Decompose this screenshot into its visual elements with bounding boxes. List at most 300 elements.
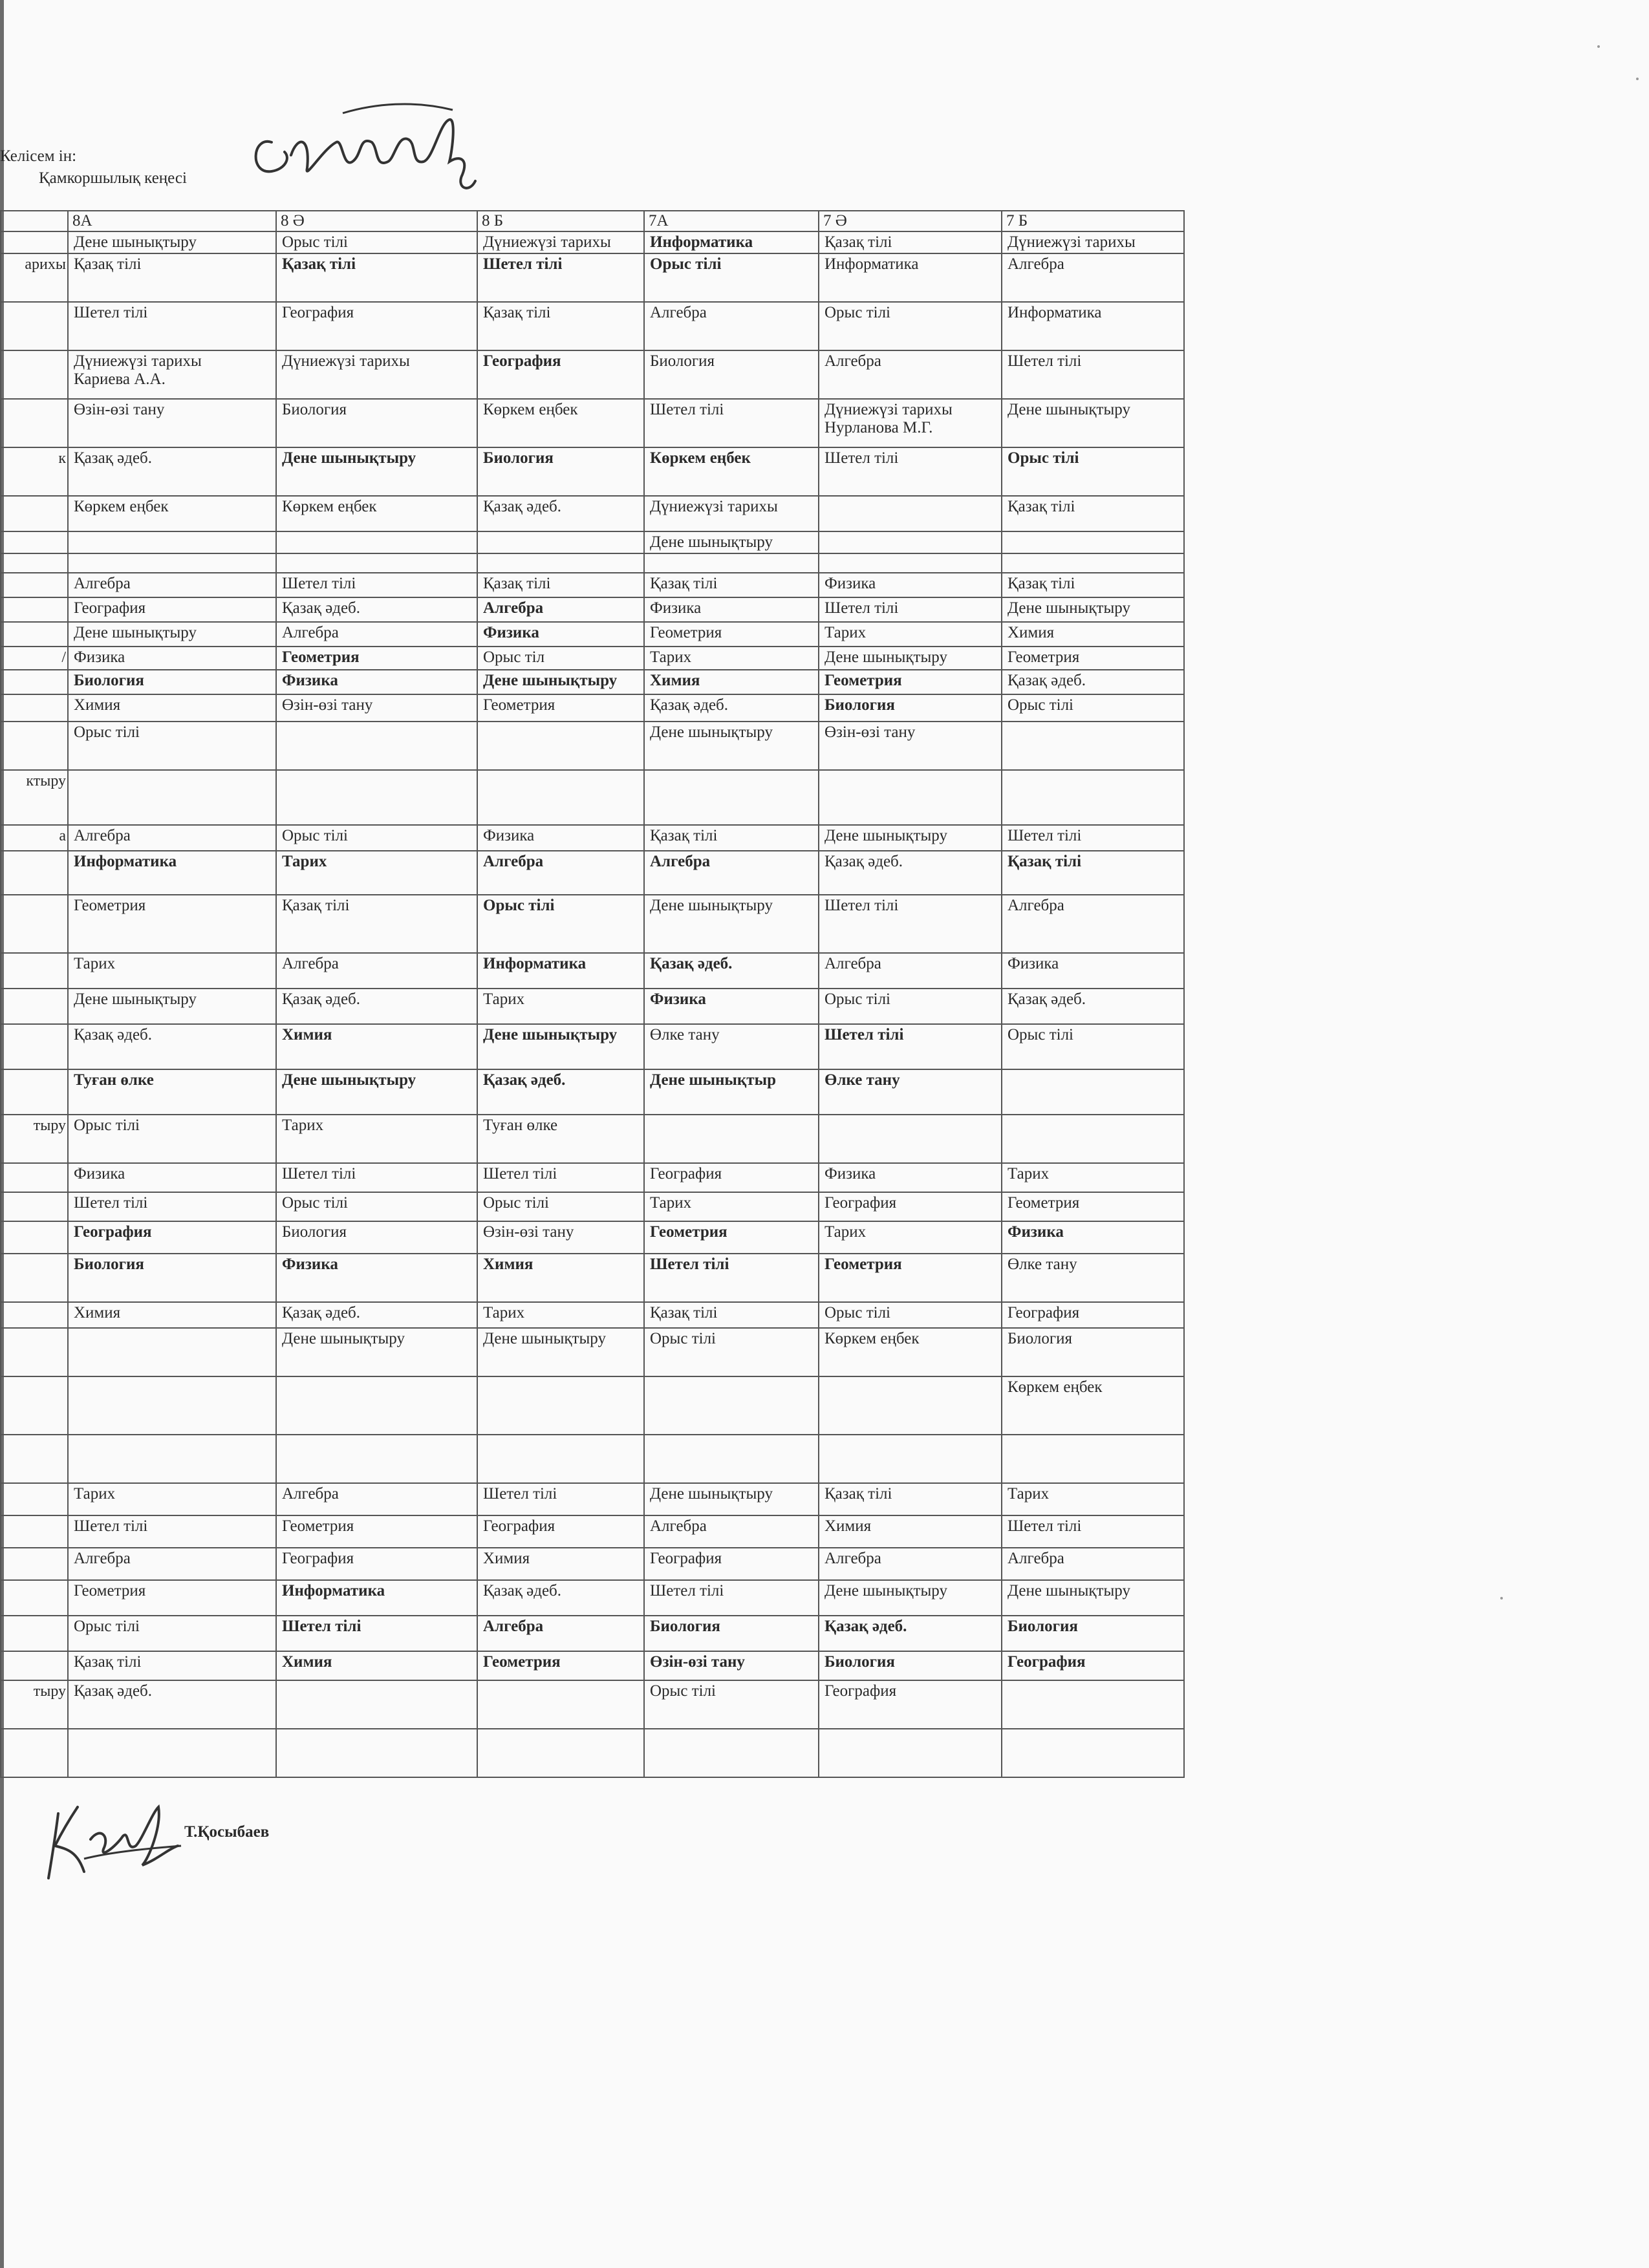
row-left-fragment — [1, 1069, 68, 1115]
table-cell: Қазақ тілі — [644, 573, 819, 597]
row-left-fragment — [1, 1221, 68, 1254]
table-row — [1, 1024, 1184, 1069]
table-row — [1, 770, 1184, 825]
table-row — [1, 1435, 1184, 1483]
table-row — [1, 399, 1184, 447]
table-cell: Өзін-өзі тану — [644, 1651, 819, 1680]
table-cell: Қазақ әдеб. — [644, 694, 819, 722]
table-cell: География — [68, 597, 276, 622]
table-cell: Химия — [477, 1548, 644, 1580]
column-header-blank — [1, 211, 68, 231]
table-cell: Өлке тану — [1002, 1254, 1184, 1302]
table-cell: Дене шынықтыру — [68, 231, 276, 253]
table-cell: Орыс тілі — [644, 1680, 819, 1729]
table-row — [1, 1376, 1184, 1435]
table-cell: Шетел тілі — [819, 895, 1002, 953]
row-left-fragment — [1, 989, 68, 1024]
table-cell — [1002, 553, 1184, 573]
table-cell: Алгебра — [477, 851, 644, 895]
table-cell: Қазақ әдеб. — [276, 1302, 477, 1328]
table-cell — [68, 770, 276, 825]
table-cell — [644, 553, 819, 573]
column-header: 7 Ә — [819, 211, 1002, 231]
row-left-fragment — [1, 851, 68, 895]
table-cell: Биология — [68, 1254, 276, 1302]
table-cell: Биология — [644, 1616, 819, 1651]
table-row — [1, 694, 1184, 722]
table-cell: Физика — [477, 825, 644, 851]
table-cell: Қазақ тілі — [68, 1651, 276, 1680]
table-cell: Шетел тілі — [819, 597, 1002, 622]
row-left-fragment — [1, 1483, 68, 1515]
table-cell: Орыс тілі — [1002, 447, 1184, 496]
table-row — [1, 1548, 1184, 1580]
table-cell: Физика — [68, 647, 276, 670]
table-cell — [276, 1729, 477, 1777]
table-cell: Дене шынықтыру — [68, 622, 276, 647]
table-cell: Геометрия — [68, 895, 276, 953]
table-cell: Химия — [276, 1024, 477, 1069]
table-cell: Шетел тілі — [68, 302, 276, 350]
row-left-fragment — [1, 531, 68, 553]
table-cell: Орыс тілі — [68, 722, 276, 770]
table-row — [1, 1680, 1184, 1729]
table-cell: Шетел тілі — [1002, 350, 1184, 399]
table-cell: Алгебра — [276, 1483, 477, 1515]
table-cell: Шетел тілі — [819, 1024, 1002, 1069]
table-cell — [276, 531, 477, 553]
table-cell: Қазақ тілі — [819, 1483, 1002, 1515]
table-cell: Алгебра — [644, 851, 819, 895]
table-cell: Дүниежүзі тарихы Кариева А.А. — [68, 350, 276, 399]
table-cell: Биология — [819, 694, 1002, 722]
table-row — [1, 1192, 1184, 1221]
table-cell: Алгебра — [819, 350, 1002, 399]
table-cell: Дене шынықтыру — [819, 647, 1002, 670]
table-cell: Биология — [644, 350, 819, 399]
table-row — [1, 573, 1184, 597]
table-cell — [477, 1729, 644, 1777]
table-cell: Қазақ әдеб. — [477, 1580, 644, 1616]
row-left-fragment — [1, 1548, 68, 1580]
table-cell — [276, 553, 477, 573]
table-row — [1, 597, 1184, 622]
table-cell: Физика — [1002, 953, 1184, 989]
row-left-fragment — [1, 1616, 68, 1651]
table-cell: Дене шынықтыру — [276, 447, 477, 496]
table-cell: Дене шынықтыру — [68, 989, 276, 1024]
row-left-fragment — [1, 694, 68, 722]
row-left-fragment — [1, 1580, 68, 1616]
table-cell — [477, 1376, 644, 1435]
table-cell: Алгебра — [276, 622, 477, 647]
table-cell: Биология — [477, 447, 644, 496]
row-left-fragment — [1, 1328, 68, 1376]
table-cell — [1002, 1069, 1184, 1115]
table-cell: Физика — [68, 1163, 276, 1192]
table-cell: Физика — [276, 1254, 477, 1302]
table-cell: Химия — [68, 1302, 276, 1328]
row-left-fragment — [1, 1254, 68, 1302]
column-header: 7 Б — [1002, 211, 1184, 231]
table-cell: Орыс тілі — [68, 1616, 276, 1651]
table-cell: Қазақ тілі — [477, 573, 644, 597]
table-cell: Қазақ әдеб. — [68, 1680, 276, 1729]
table-cell: Геометрия — [477, 1651, 644, 1680]
row-left-fragment — [1, 670, 68, 694]
row-left-fragment — [1, 231, 68, 253]
table-cell — [644, 1729, 819, 1777]
table-cell: Химия — [644, 670, 819, 694]
row-left-fragment — [1, 399, 68, 447]
table-cell — [819, 1729, 1002, 1777]
table-cell: Тарих — [1002, 1483, 1184, 1515]
table-cell — [819, 1376, 1002, 1435]
table-cell: Көркем еңбек — [819, 1328, 1002, 1376]
table-cell: Туған өлке — [477, 1115, 644, 1163]
table-cell — [819, 1435, 1002, 1483]
table-cell — [276, 722, 477, 770]
table-cell: Шетел тілі — [477, 1163, 644, 1192]
table-cell: Геометрия — [68, 1580, 276, 1616]
row-left-fragment — [1, 1376, 68, 1435]
table-cell: Геометрия — [819, 1254, 1002, 1302]
table-cell: Биология — [276, 1221, 477, 1254]
table-cell — [477, 1680, 644, 1729]
table-cell — [1002, 722, 1184, 770]
table-cell: Геометрия — [276, 1515, 477, 1548]
table-cell: Биология — [1002, 1328, 1184, 1376]
table-cell — [477, 770, 644, 825]
table-cell: Алгебра — [1002, 1548, 1184, 1580]
row-left-fragment: ктыру — [1, 770, 68, 825]
table-cell: Орыс тілі — [819, 989, 1002, 1024]
table-row — [1, 622, 1184, 647]
table-cell: География — [819, 1192, 1002, 1221]
table-cell: Алгебра — [644, 302, 819, 350]
approval-label: Келісем ін: — [0, 147, 77, 165]
table-cell: Дене шынықтыру — [477, 1328, 644, 1376]
table-row — [1, 851, 1184, 895]
table-row — [1, 1651, 1184, 1680]
table-cell: Тарих — [276, 1115, 477, 1163]
table-row — [1, 253, 1184, 302]
column-header: 8А — [68, 211, 276, 231]
table-cell: География — [477, 1515, 644, 1548]
table-cell: Қазақ әдеб. — [68, 447, 276, 496]
table-cell: Қазақ тілі — [1002, 851, 1184, 895]
table-row — [1, 647, 1184, 670]
table-cell: Физика — [477, 622, 644, 647]
table-cell: Дене шынықтыру — [644, 1483, 819, 1515]
column-header: 7А — [644, 211, 819, 231]
table-cell: Өзін-өзі тану — [276, 694, 477, 722]
table-cell: Қазақ тілі — [819, 231, 1002, 253]
table-cell: Қазақ әдеб. — [276, 989, 477, 1024]
table-cell: Алгебра — [1002, 253, 1184, 302]
table-row — [1, 1328, 1184, 1376]
table-row — [1, 1254, 1184, 1302]
table-cell: Өзін-өзі тану — [477, 1221, 644, 1254]
table-row — [1, 1729, 1184, 1777]
table-cell — [1002, 1435, 1184, 1483]
table-row — [1, 722, 1184, 770]
table-cell — [819, 1115, 1002, 1163]
scan-speck — [1500, 1597, 1503, 1599]
table-cell: Дене шынықтыру — [644, 722, 819, 770]
table-cell: Алгебра — [644, 1515, 819, 1548]
table-cell: Тарих — [1002, 1163, 1184, 1192]
table-row — [1, 989, 1184, 1024]
table-row — [1, 895, 1184, 953]
table-cell: Қазақ тілі — [68, 253, 276, 302]
table-cell: Орыс тілі — [1002, 1024, 1184, 1069]
table-cell: География — [1002, 1302, 1184, 1328]
table-cell: Алгебра — [1002, 895, 1184, 953]
table-cell: Дүниежүзі тарихы — [1002, 231, 1184, 253]
table-row — [1, 1515, 1184, 1548]
row-left-fragment: тыру — [1, 1680, 68, 1729]
table-cell: Информатика — [1002, 302, 1184, 350]
table-cell — [644, 770, 819, 825]
table-cell: Алгебра — [68, 1548, 276, 1580]
table-cell: Шетел тілі — [68, 1515, 276, 1548]
table-cell: Өзін-өзі тану — [819, 722, 1002, 770]
table-cell — [819, 770, 1002, 825]
table-row — [1, 231, 1184, 253]
table-cell: Дене шынықтыру — [1002, 597, 1184, 622]
table-cell: Қазақ әдеб. — [68, 1024, 276, 1069]
table-row — [1, 1069, 1184, 1115]
table-cell — [1002, 531, 1184, 553]
table-row — [1, 953, 1184, 989]
table-cell: Тарих — [644, 1192, 819, 1221]
column-header: 8 Ә — [276, 211, 477, 231]
row-left-fragment — [1, 553, 68, 573]
table-cell: Тарих — [477, 1302, 644, 1328]
table-cell: Химия — [1002, 622, 1184, 647]
table-cell: Тарих — [477, 989, 644, 1024]
row-left-fragment — [1, 597, 68, 622]
table-cell — [1002, 1729, 1184, 1777]
table-cell: Дене шынықтыру — [477, 1024, 644, 1069]
table-cell: Қазақ әдеб. — [819, 1616, 1002, 1651]
council-label: Қамкоршылық кеңесі — [39, 169, 187, 187]
row-left-fragment — [1, 350, 68, 399]
table-cell: Химия — [276, 1651, 477, 1680]
scan-speck — [1636, 78, 1639, 80]
table-cell: Химия — [819, 1515, 1002, 1548]
table-cell: Өлке тану — [819, 1069, 1002, 1115]
table-cell: Дүниежүзі тарихы — [644, 496, 819, 531]
table-cell — [276, 770, 477, 825]
row-left-fragment — [1, 1302, 68, 1328]
row-left-fragment — [1, 895, 68, 953]
table-cell — [68, 1328, 276, 1376]
table-cell: Қазақ әдеб. — [1002, 989, 1184, 1024]
table-cell: Геометрия — [1002, 1192, 1184, 1221]
table-cell: Геометрия — [644, 622, 819, 647]
table-cell: Орыс тілі — [276, 231, 477, 253]
table-cell: Дене шынықтыру — [1002, 399, 1184, 447]
row-left-fragment — [1, 1024, 68, 1069]
table-cell: Қазақ әдеб. — [477, 496, 644, 531]
table-row — [1, 553, 1184, 573]
table-cell: Дене шынықтыру — [276, 1069, 477, 1115]
table-cell: Қазақ тілі — [276, 253, 477, 302]
table-cell: Көркем еңбек — [276, 496, 477, 531]
table-cell — [819, 496, 1002, 531]
table-cell: Тарих — [68, 1483, 276, 1515]
signature-bottom — [39, 1788, 188, 1885]
table-cell: Дене шынықтыру — [819, 825, 1002, 851]
schedule-table — [0, 210, 1185, 1778]
table-cell: Орыс тілі — [477, 895, 644, 953]
row-left-fragment — [1, 722, 68, 770]
table-cell — [276, 1680, 477, 1729]
table-cell — [477, 722, 644, 770]
table-cell: Геометрия — [276, 647, 477, 670]
table-cell: Өзін-өзі тану — [68, 399, 276, 447]
column-header: 8 Б — [477, 211, 644, 231]
row-left-fragment — [1, 302, 68, 350]
table-cell: Орыс тілі — [276, 1192, 477, 1221]
table-cell: Қазақ тілі — [477, 302, 644, 350]
table-cell: Қазақ әдеб. — [276, 597, 477, 622]
table-cell: Дүниежүзі тарихы — [477, 231, 644, 253]
row-left-fragment — [1, 573, 68, 597]
table-cell — [819, 531, 1002, 553]
director-name: Т.Қосыбаев — [184, 1823, 270, 1841]
table-cell: Орыс тілі — [68, 1115, 276, 1163]
row-left-fragment — [1, 1435, 68, 1483]
table-cell: Дене шынықтыр — [644, 1069, 819, 1115]
table-cell — [819, 553, 1002, 573]
row-left-fragment — [1, 1515, 68, 1548]
row-left-fragment: тыру — [1, 1115, 68, 1163]
table-row — [1, 825, 1184, 851]
table-cell: Шетел тілі — [477, 253, 644, 302]
table-cell: Алгебра — [477, 1616, 644, 1651]
table-cell: Қазақ тілі — [1002, 496, 1184, 531]
table-cell: География — [644, 1548, 819, 1580]
table-cell — [276, 1435, 477, 1483]
table-cell: Орыс тілі — [819, 302, 1002, 350]
table-cell — [1002, 770, 1184, 825]
table-cell: Алгебра — [477, 597, 644, 622]
table-cell: Дене шынықтыру — [819, 1580, 1002, 1616]
signature-top — [246, 97, 491, 200]
row-left-fragment — [1, 953, 68, 989]
table-cell: Шетел тілі — [68, 1192, 276, 1221]
table-cell — [644, 1376, 819, 1435]
table-row — [1, 1221, 1184, 1254]
table-cell: География — [1002, 1651, 1184, 1680]
table-cell: Шетел тілі — [1002, 825, 1184, 851]
table-cell: Физика — [644, 597, 819, 622]
scan-speck — [1597, 45, 1600, 48]
table-cell: Дене шынықтыру — [644, 895, 819, 953]
table-cell: Туған өлке — [68, 1069, 276, 1115]
table-cell: Алгебра — [819, 1548, 1002, 1580]
table-cell: Физика — [644, 989, 819, 1024]
table-cell: География — [68, 1221, 276, 1254]
table-cell: Алгебра — [68, 573, 276, 597]
table-row — [1, 1163, 1184, 1192]
table-cell: Геометрия — [819, 670, 1002, 694]
table-cell — [644, 1435, 819, 1483]
table-cell: Қазақ тілі — [644, 825, 819, 851]
table-cell: Информатика — [477, 953, 644, 989]
table-row — [1, 1115, 1184, 1163]
table-cell: Қазақ тілі — [1002, 573, 1184, 597]
row-left-fragment — [1, 1192, 68, 1221]
table-cell: Қазақ әдеб. — [644, 953, 819, 989]
table-cell: География — [276, 302, 477, 350]
table-cell — [1002, 1680, 1184, 1729]
table-cell: Дене шынықтыру — [644, 531, 819, 553]
table-row — [1, 1616, 1184, 1651]
table-cell: География — [276, 1548, 477, 1580]
table-cell: Тарих — [819, 622, 1002, 647]
table-cell: Орыс тіл — [477, 647, 644, 670]
table-cell: Дене шынықтыру — [477, 670, 644, 694]
table-cell: Физика — [276, 670, 477, 694]
table-cell: Геометрия — [477, 694, 644, 722]
table-cell: Көркем еңбек — [477, 399, 644, 447]
table-cell: Орыс тілі — [276, 825, 477, 851]
table-cell: Биология — [1002, 1616, 1184, 1651]
table-cell: Өлке тану — [644, 1024, 819, 1069]
table-cell: Көркем еңбек — [1002, 1376, 1184, 1435]
table-cell — [477, 1435, 644, 1483]
table-cell: Орыс тілі — [477, 1192, 644, 1221]
table-cell: Шетел тілі — [644, 399, 819, 447]
table-cell: Орыс тілі — [819, 1302, 1002, 1328]
table-cell: География — [477, 350, 644, 399]
table-cell — [68, 553, 276, 573]
table-cell: Тарих — [819, 1221, 1002, 1254]
table-cell: Орыс тілі — [644, 253, 819, 302]
table-cell: Көркем еңбек — [644, 447, 819, 496]
table-cell: Тарих — [68, 953, 276, 989]
table-row — [1, 670, 1184, 694]
table-cell: Шетел тілі — [644, 1254, 819, 1302]
table-row — [1, 531, 1184, 553]
table-row — [1, 350, 1184, 399]
table-cell: Информатика — [276, 1580, 477, 1616]
table-cell: Физика — [1002, 1221, 1184, 1254]
table-cell: Информатика — [644, 231, 819, 253]
table-cell — [644, 1115, 819, 1163]
table-cell: Биология — [68, 670, 276, 694]
table-cell: Шетел тілі — [819, 447, 1002, 496]
table-row — [1, 1483, 1184, 1515]
row-left-fragment: к — [1, 447, 68, 496]
table-cell: Қазақ әдеб. — [1002, 670, 1184, 694]
row-left-fragment — [1, 1729, 68, 1777]
table-cell — [276, 1376, 477, 1435]
table-cell: Қазақ әдеб. — [819, 851, 1002, 895]
row-left-fragment — [1, 1651, 68, 1680]
table-cell — [68, 531, 276, 553]
table-cell: Қазақ тілі — [276, 895, 477, 953]
table-cell: Химия — [477, 1254, 644, 1302]
table-row — [1, 1302, 1184, 1328]
table-cell: Биология — [276, 399, 477, 447]
table-cell: Орыс тілі — [644, 1328, 819, 1376]
table-cell: Қазақ әдеб. — [477, 1069, 644, 1115]
